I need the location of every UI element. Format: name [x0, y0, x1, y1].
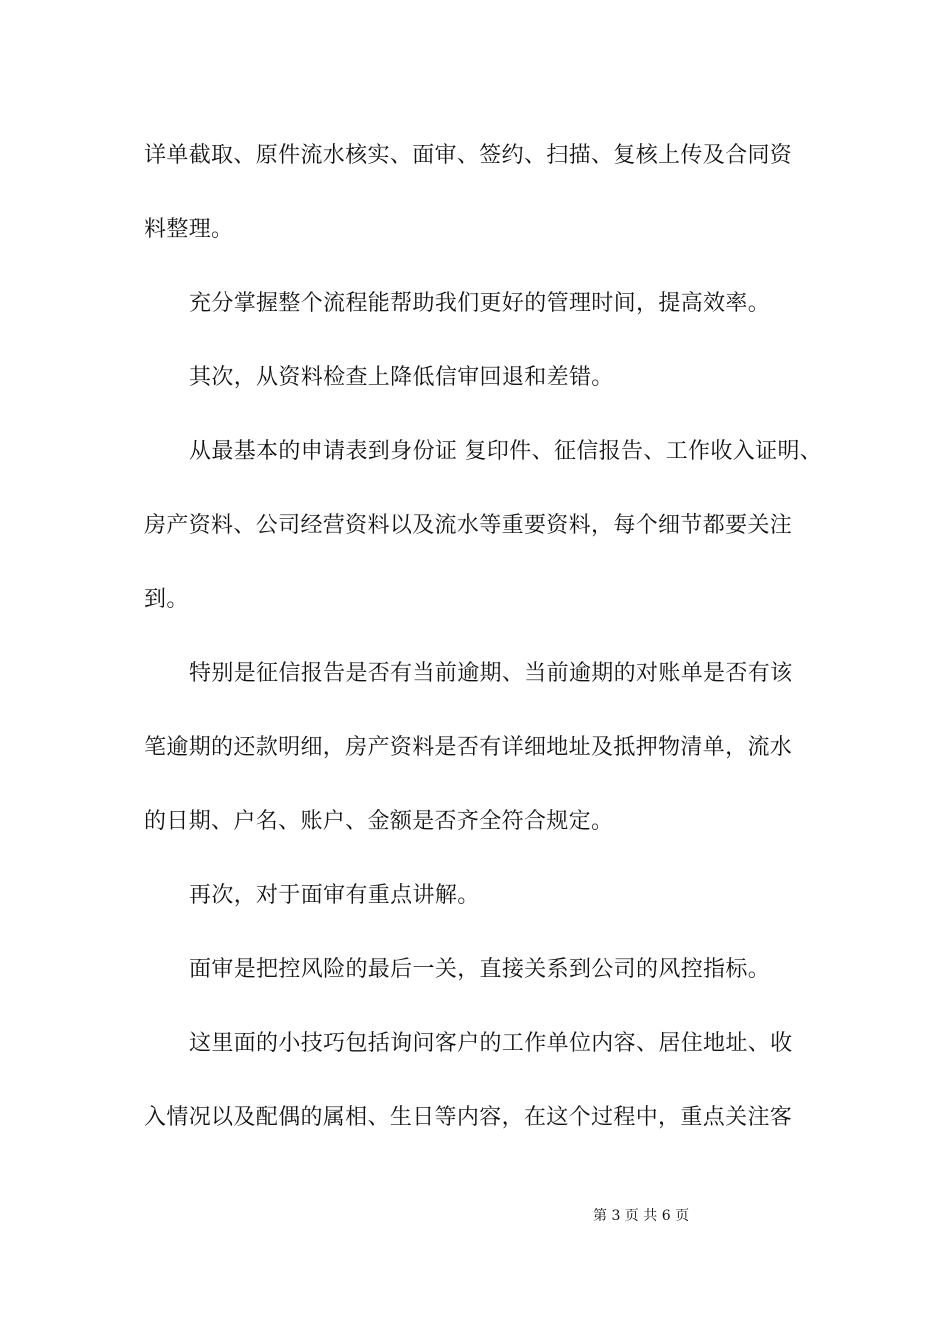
text-line-1: 详单截取、原件流水核实、面审、签约、扫描、复核上传及合同资 [144, 143, 793, 168]
text-line-6: 房产资料、公司经营资料以及流水等重要资料，每个细节都要关注 [144, 513, 793, 538]
text-line-9: 笔逾期的还款明细，房产资料是否有详细地址及抵押物清单，流水 [144, 735, 793, 760]
text-line-10: 的日期、户名、账户、金额是否齐全符合规定。 [144, 809, 614, 834]
page-number-footer: 第 3 页 共 6 页 [593, 1208, 690, 1224]
text-line-12: 面审是把控风险的最后一关，直接关系到公司的风控指标。 [189, 957, 771, 982]
text-line-2: 料整理。 [144, 217, 234, 242]
text-line-8: 特别是征信报告是否有当前逾期、当前逾期的对账单是否有该 [189, 661, 793, 686]
text-line-3: 充分掌握整个流程能帮助我们更好的管理时间，提高效率。 [189, 291, 771, 316]
text-line-13: 这里面的小技巧包括询问客户的工作单位内容、居住地址、收 [189, 1031, 793, 1056]
text-line-14: 入情况以及配偶的属相、生日等内容，在这个过程中，重点关注客 [144, 1105, 793, 1130]
text-line-7: 到。 [144, 587, 189, 612]
text-line-5: 从最基本的申请表到身份证 复印件、征信报告、工作收入证明、 [189, 439, 823, 464]
text-line-4: 其次，从资料检查上降低信审回退和差错。 [189, 365, 614, 390]
text-line-11: 再次，对于面审有重点讲解。 [189, 883, 480, 908]
